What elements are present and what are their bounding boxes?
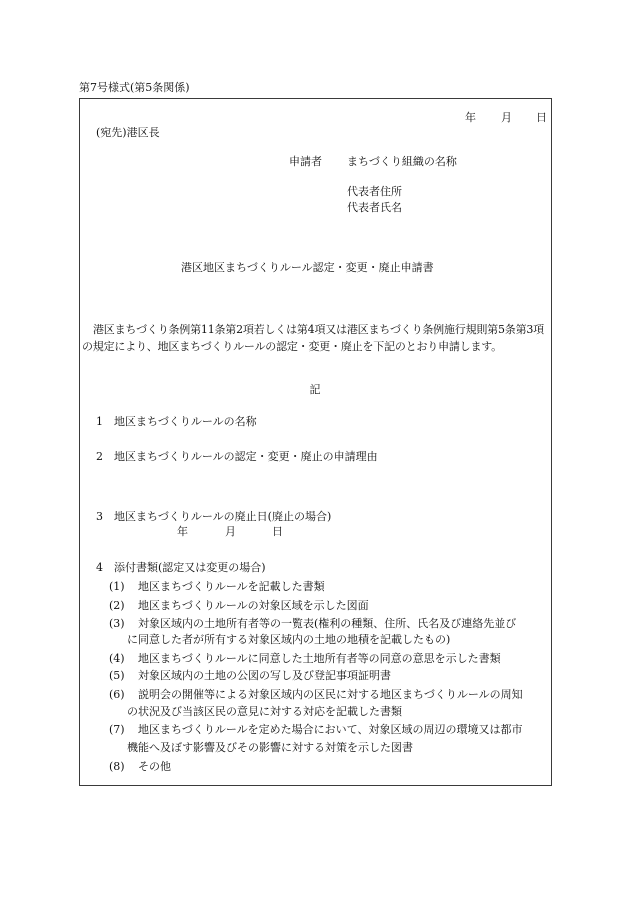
item-text: 地区まちづくりルールの名称	[114, 415, 257, 428]
attachment-text: 対象区域内の土地所有者等の一覧表(権利の種類、住所、氏名及び連絡先並び	[138, 617, 517, 630]
attachment-number: (1)	[109, 580, 125, 593]
attachment-number: (4)	[109, 652, 125, 665]
ki-marker: 記	[309, 383, 321, 396]
attachment-text: 説明会の開催等による対象区域内の区民に対する地区まちづくりルールの周知	[138, 688, 523, 701]
attachment-text: 地区まちづくりルールに同意した土地所有者等の同意の意思を示した書類	[138, 652, 501, 665]
form-number: 第7号様式(第5条関係)	[79, 81, 190, 94]
abolition-month-label: 月	[225, 525, 236, 538]
addressee: (宛先)港区長	[96, 126, 160, 139]
attachment-text: 地区まちづくりルールを記載した書類	[138, 580, 325, 593]
attachment-text-continued: に同意した者が所有する対象区域内の土地の地積を記載したもの)	[127, 633, 451, 646]
abolition-year-label: 年	[177, 525, 188, 538]
rep-name-label: 代表者氏名	[347, 201, 402, 214]
item-number: 4	[96, 561, 103, 574]
attachment-text: その他	[138, 760, 171, 773]
date-day-label: 日	[536, 111, 547, 124]
org-name-label: まちづくり組織の名称	[347, 155, 457, 168]
date-month-label: 月	[501, 111, 512, 124]
attachment-text-continued: 機能へ及ぼす影響及びその影響に対する対策を示した図書	[127, 741, 413, 754]
page-title: 港区地区まちづくりルール認定・変更・廃止申請書	[181, 261, 434, 274]
attachment-number: (7)	[109, 723, 125, 736]
item-number: 3	[96, 510, 103, 523]
attachment-number: (8)	[109, 760, 125, 773]
item-text: 添付書類(認定又は変更の場合)	[114, 561, 266, 574]
item-text: 地区まちづくりルールの廃止日(廃止の場合)	[114, 510, 332, 523]
attachment-text: 対象区域内の土地の公図の写し及び登記事項証明書	[138, 669, 391, 682]
abolition-day-label: 日	[272, 525, 283, 538]
form-frame	[79, 98, 552, 786]
attachment-number: (3)	[109, 617, 125, 630]
attachment-number: (2)	[109, 599, 125, 612]
item-number: 1	[96, 415, 103, 428]
body-text: 港区まちづくり条例第11条第2項若しくは第4項又は港区まちづくり条例施行規則第5条第3項の規定により、地区まちづくりルールの認定・変更・廃止を下記のとおり申請します。	[82, 323, 544, 353]
attachment-text: 地区まちづくりルールを定めた場合において、対象区域の周辺の環境又は都市	[138, 723, 523, 736]
rep-address-label: 代表者住所	[347, 185, 402, 198]
date-year-label: 年	[465, 111, 476, 124]
item-text: 地区まちづくりルールの認定・変更・廃止の申請理由	[114, 450, 378, 463]
attachment-text: 地区まちづくりルールの対象区域を示した図面	[138, 599, 369, 612]
item-number: 2	[96, 450, 103, 463]
applicant-label: 申請者	[289, 155, 322, 168]
attachment-number: (5)	[109, 669, 125, 682]
attachment-number: (6)	[109, 688, 125, 701]
attachment-text-continued: の状況及び当該区民の意見に対する対応を記載した書類	[127, 705, 402, 718]
